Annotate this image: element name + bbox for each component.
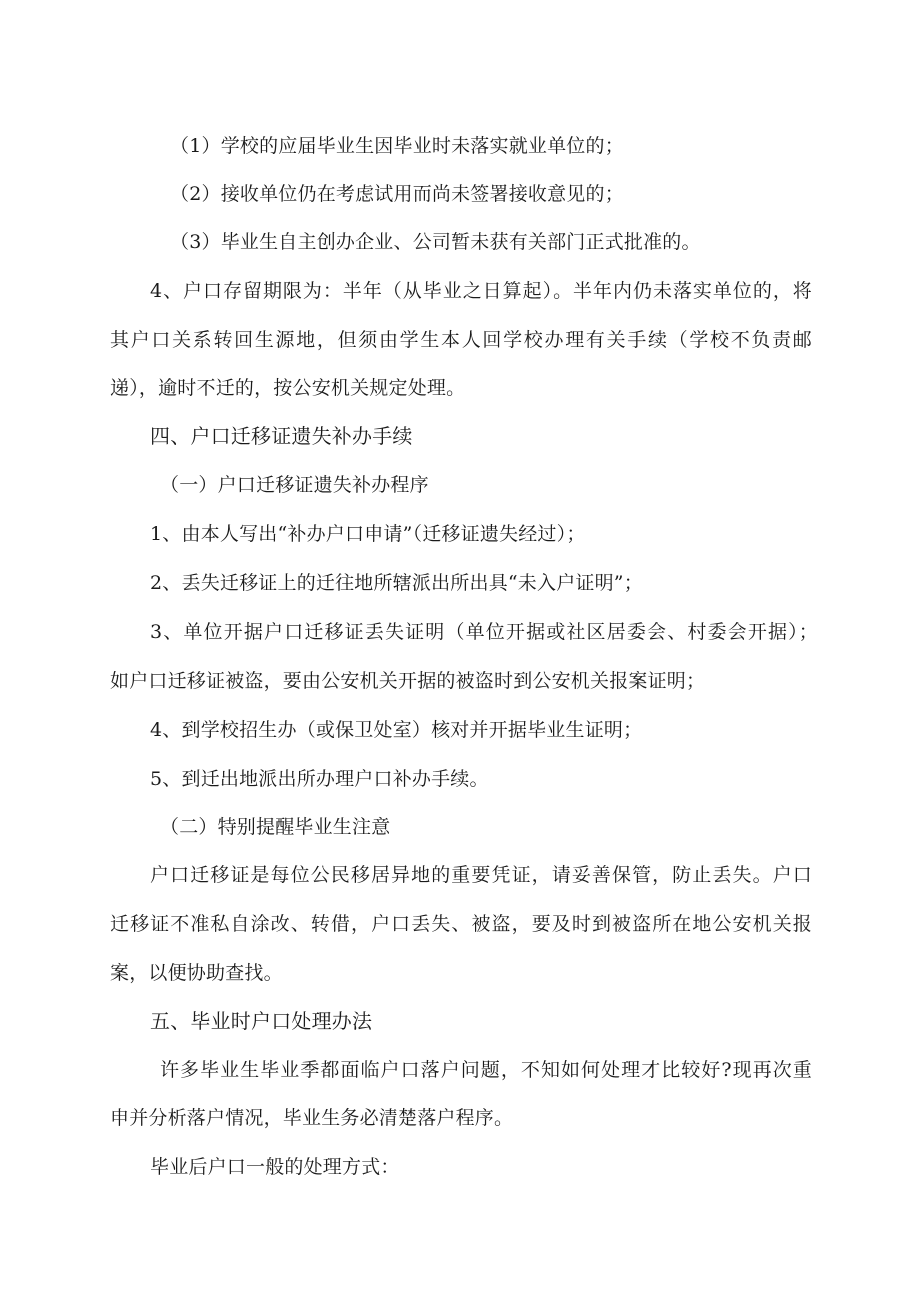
paragraph-text: 许多毕业生毕业季都面临户口落户问题，不知如何处理才比较好?现再次重: [160, 1059, 812, 1081]
paragraph-line: 申并分析落户情况，毕业生务必清楚落户程序。: [110, 1107, 514, 1129]
paragraph-text: 4、户口存留期限为：半年（从毕业之日算起）。半年内仍未落实单位的，将: [150, 280, 812, 302]
paragraph-line: 如户口迁移证被盗，要由公安机关开据的被盗时到公安机关报案证明；: [110, 670, 706, 692]
list-item: （1）学校的应届毕业生因毕业时未落实就业单位的；: [170, 135, 624, 157]
subsection-heading: （二）特别提醒毕业生注意: [160, 816, 391, 838]
list-item: （3）毕业生自主创办企业、公司暂未获有关部门正式批准的。: [170, 231, 701, 253]
paragraph-line: 案，以便协助查找。: [110, 962, 283, 984]
paragraph-line: [160, 1058, 812, 1082]
list-item: 2、丢失迁移证上的迁往地所辖派出所出具“未入户证明”；: [150, 572, 643, 594]
subsection-heading: （一）户口迁移证遗失补办程序: [160, 474, 429, 496]
paragraph-line: [110, 328, 812, 352]
paragraph-text: 迁移证不准私自涂改、转借，户口丢失、被盗，要及时到被盗所在地公安机关报: [110, 913, 812, 935]
list-item: [150, 620, 818, 644]
paragraph-text: 其户口关系转回生源地，但须由学生本人回学校办理有关手续（学校不负责邮: [110, 329, 812, 351]
list-item: （2）接收单位仍在考虑试用而尚未签署接收意见的；: [170, 183, 624, 205]
list-item: 5、到迁出地派出所办理户口补办手续。: [150, 768, 489, 790]
paragraph-text: 户口迁移证是每位公民移居异地的重要凭证，请妥善保管，防止丢失。户口: [150, 864, 812, 886]
paragraph-line: [150, 863, 812, 887]
list-item: 4、到学校招生办（或保卫处室）核对并开据毕业生证明；: [150, 719, 643, 741]
paragraph-line: 递），逾时不迁的，按公安机关规定处理。: [110, 377, 466, 399]
section-heading: 五、毕业时户口处理办法: [150, 1009, 373, 1033]
list-item-text: 3、单位开据户口迁移证丢失证明（单位开据或社区居委会、村委会开据）；: [150, 621, 818, 643]
paragraph-line: [110, 912, 812, 936]
section-heading: 四、户口迁移证遗失补办手续: [150, 424, 413, 448]
paragraph-line: 毕业后户口一般的处理方式：: [150, 1156, 400, 1178]
list-item: 1、由本人写出“补办户口申请”（迁移证遗失经过）；: [150, 523, 586, 545]
paragraph-line: [150, 279, 812, 303]
